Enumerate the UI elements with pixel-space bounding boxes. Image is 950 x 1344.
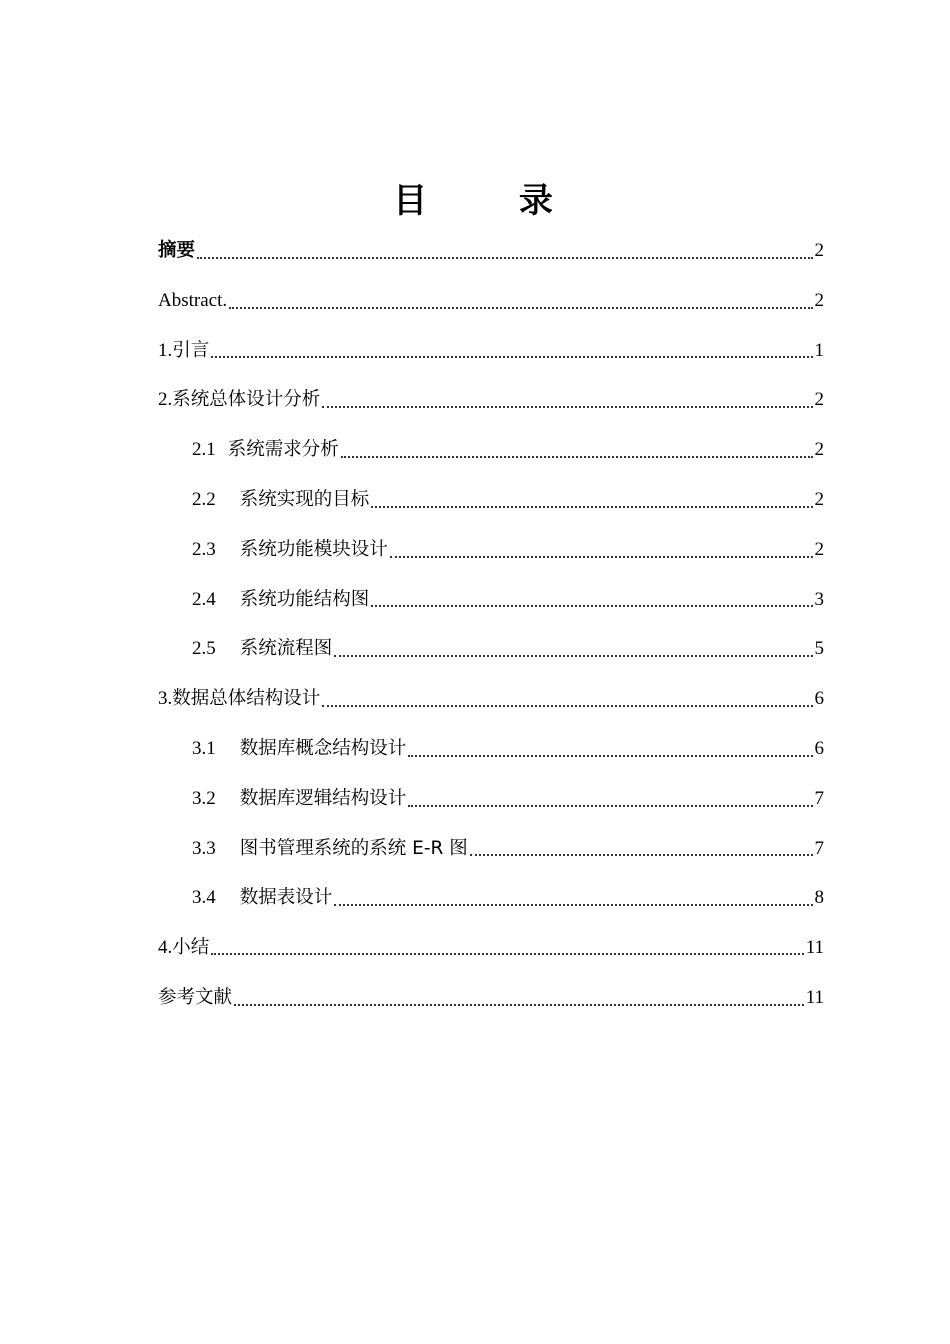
toc-entry-number: 2.4 bbox=[192, 588, 216, 610]
toc-entry-number: 3. bbox=[158, 688, 173, 710]
toc-leader-dots bbox=[371, 604, 812, 607]
toc-entry[interactable] bbox=[158, 774, 824, 824]
toc-entry-number: 2.5 bbox=[192, 638, 216, 660]
toc-title: 目 录 bbox=[393, 181, 593, 221]
toc-entry-text: 系统功能结构图 bbox=[239, 588, 370, 610]
toc-leader-dots bbox=[408, 754, 812, 757]
toc-leader-dots bbox=[371, 505, 812, 508]
toc-page-number: 8 bbox=[814, 887, 824, 909]
toc-entry-text: 系统需求分析 bbox=[227, 439, 339, 461]
toc-entry-number: 2.3 bbox=[192, 538, 216, 560]
toc-leader-dots bbox=[408, 804, 812, 807]
toc-entry-number: 3.1 bbox=[192, 737, 216, 759]
toc-entry[interactable] bbox=[158, 824, 824, 874]
toc-leader-dots bbox=[334, 903, 812, 906]
toc-leader-dots bbox=[322, 704, 812, 707]
toc-entry[interactable] bbox=[158, 873, 824, 923]
toc-entry[interactable] bbox=[158, 525, 824, 575]
toc-page-number: 2 bbox=[814, 439, 824, 461]
toc-page-number: 6 bbox=[814, 688, 824, 710]
toc-entry[interactable] bbox=[158, 973, 824, 1023]
toc-page-number: 5 bbox=[814, 638, 824, 660]
toc-page-number: 2 bbox=[814, 289, 824, 311]
toc-entry-number: 2. bbox=[158, 389, 173, 411]
toc-entry-text: 摘要 bbox=[158, 240, 196, 261]
toc-entry-text: 数据表设计 bbox=[239, 887, 333, 909]
toc-entry[interactable] bbox=[158, 326, 824, 376]
toc-entry-number: 1. bbox=[158, 339, 173, 361]
toc-entry[interactable] bbox=[158, 475, 824, 525]
toc-leader-dots bbox=[390, 555, 813, 558]
toc-page-number: 6 bbox=[814, 737, 824, 759]
toc-page-number: 2 bbox=[814, 488, 824, 510]
toc-list bbox=[158, 226, 824, 1023]
toc-leader-dots bbox=[234, 1003, 804, 1006]
toc-entry[interactable] bbox=[158, 923, 824, 973]
toc-page-number: 2 bbox=[814, 389, 824, 411]
toc-leader-dots bbox=[341, 455, 813, 458]
toc-entry[interactable] bbox=[158, 425, 824, 475]
toc-leader-dots bbox=[211, 355, 812, 358]
toc-entry-text: Abstract. bbox=[158, 289, 228, 311]
toc-entry-text: 引言 bbox=[172, 339, 210, 361]
toc-entry-text: 参考文献 bbox=[158, 986, 233, 1008]
toc-leader-dots bbox=[229, 306, 812, 309]
toc-page-number: 1 bbox=[814, 339, 824, 361]
toc-entry[interactable] bbox=[158, 624, 824, 674]
toc-entry[interactable] bbox=[158, 226, 824, 276]
toc-leader-dots bbox=[334, 654, 812, 657]
toc-page-number: 7 bbox=[814, 787, 824, 809]
toc-entry[interactable] bbox=[158, 276, 824, 326]
toc-entry-text: 数据总体结构设计 bbox=[172, 688, 321, 710]
toc-entry-text: 图书管理系统的系统 E-R 图 bbox=[239, 837, 468, 859]
toc-entry-text: 系统实现的目标 bbox=[239, 488, 370, 510]
toc-entry[interactable] bbox=[158, 674, 824, 724]
toc-leader-dots bbox=[197, 256, 812, 259]
toc-entry-number: 3.3 bbox=[192, 837, 216, 859]
toc-leader-dots bbox=[211, 952, 803, 955]
toc-entry[interactable] bbox=[158, 724, 824, 774]
toc-entry-text: 系统功能模块设计 bbox=[239, 538, 388, 560]
toc-entry-text: 系统总体设计分析 bbox=[172, 389, 321, 411]
toc-leader-dots bbox=[322, 405, 812, 408]
toc-page-number: 2 bbox=[814, 240, 824, 261]
toc-page-number: 7 bbox=[814, 837, 824, 859]
toc-entry-number: 2.1 bbox=[192, 439, 216, 461]
toc-entry-number: 3.4 bbox=[192, 887, 216, 909]
toc-entry-text: 数据库逻辑结构设计 bbox=[239, 787, 407, 809]
toc-page-number: 2 bbox=[814, 538, 824, 560]
toc-page-number: 3 bbox=[814, 588, 824, 610]
toc-entry-text: 系统流程图 bbox=[239, 638, 333, 660]
toc-entry-text: 小结 bbox=[172, 937, 210, 959]
toc-entry[interactable] bbox=[158, 375, 824, 425]
toc-page-number: 11 bbox=[805, 986, 824, 1008]
toc-entry-number: 4. bbox=[158, 937, 173, 959]
toc-leader-dots bbox=[470, 853, 813, 856]
toc-entry[interactable] bbox=[158, 575, 824, 625]
toc-entry-number: 2.2 bbox=[192, 488, 216, 510]
toc-entry-number: 3.2 bbox=[192, 787, 216, 809]
toc-entry-text: 数据库概念结构设计 bbox=[239, 737, 407, 759]
toc-page-number: 11 bbox=[805, 937, 824, 959]
